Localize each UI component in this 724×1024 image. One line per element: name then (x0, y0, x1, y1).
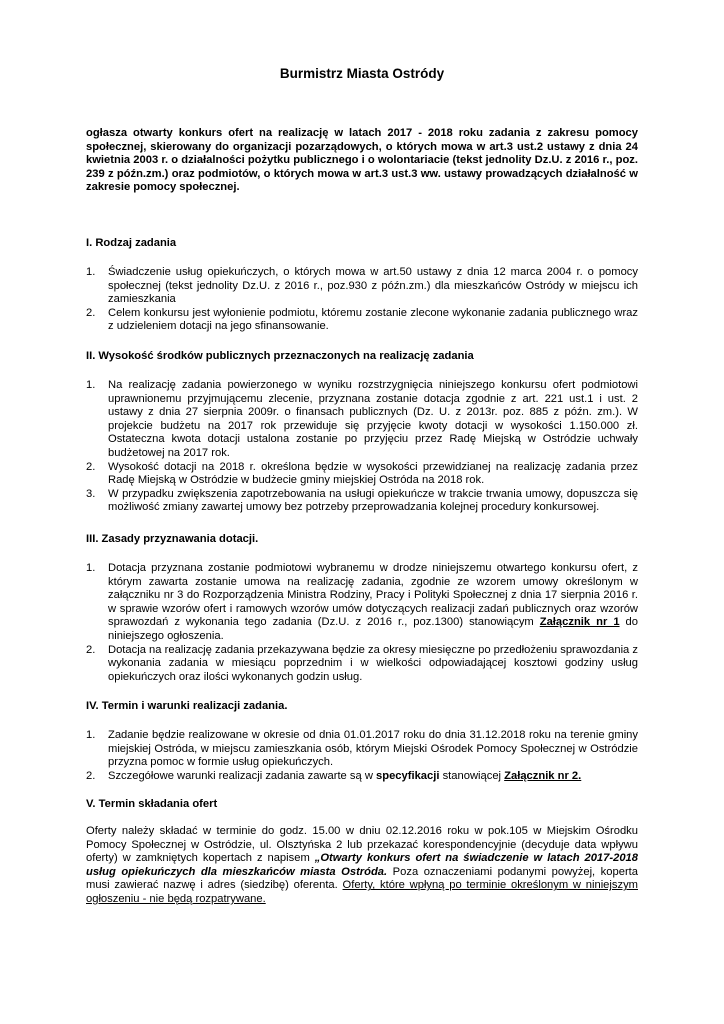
section-1-item (86, 266, 638, 307)
section-1-list (86, 266, 638, 334)
specification-term: specyfikacji (376, 769, 440, 782)
section-1-heading: I. Rodzaj zadania (86, 237, 177, 249)
item-text: Dotacja przyznana zostanie podmiotowi wybranemu w drodze niniejszemu otwartego konkursu ofert, z którym zawarta zostanie umowa na realizację zadania, zgodnie ze wzorem umowy określonym w załączniku nr 3 do Rozporządzenia Ministra Rodziny, Pracy i Polityki Społecznej z dnia 17 sierpnia 2016 r. w sprawie wzorów ofert i ramowych wzorów umów dotyczących realizacji zadań publicznych oraz wzorów sprawozdań z wykonania tego zadania (Dz.U. z 2016 r., poz.1300) stanowiącym (108, 562, 638, 629)
section-3-item (86, 644, 638, 685)
section-2-item (86, 488, 638, 515)
item-text: Wysokość dotacji na 2018 r. określona będzie w wysokości przewidzianej na realizację zadania przez Radę Miejską w Ostródzie w budżecie gminy miejskiej Ostróda na 2018 rok. (108, 460, 638, 487)
item-text: W przypadku zwiększenia zapotrzebowania na usługi opiekuńcze w trakcie trwania umowy, dopuszcza się możliwość zmiany zawartej umowy bez potrzeby przeprowadzania kolejnej procedury konkursowej. (108, 487, 638, 514)
item-number: 1. (86, 562, 96, 574)
item-text: Celem konkursu jest wyłonienie podmiotu, któremu zostanie zlecone wykonanie zadania publicznego wraz z udzieleniem dotacji na jego sfinansowanie. (108, 306, 638, 333)
section-3-list (86, 562, 638, 684)
item-number: 2. (86, 643, 96, 656)
section-4-item (86, 770, 638, 784)
item-number: 1. (86, 729, 96, 741)
item-number: 1. (86, 266, 96, 278)
section-3-item (86, 562, 638, 644)
section-4-item (86, 729, 638, 770)
item-number: 2. (86, 769, 96, 782)
section-2-heading: II. Wysokość środków publicznych przeznaczonych na realizację zadania (86, 350, 474, 362)
attachment-2-reference: Załącznik nr 2. (504, 769, 582, 782)
envelope-label: „Otwarty konkurs ofert na świadczenie w latach 2017-2018 usług opiekuńczych dla mieszkańców miasta Ostróda. (86, 852, 638, 878)
para-text: Oferty należy składać w terminie do godz. 15.00 w dniu 02.12.2016 roku w pok.105 w Miejskim Ośrodku Pomocy Społecznej w Ostródzie, ul. Olsztyńska 2 lub przekazać korespondencyjnie (decyduje data wpływu oferty) w zamkniętych kopertach z napisem (86, 825, 638, 865)
item-text: Dotacja na realizację zadania przekazywana będzie za okresy miesięczne po przedłożeniu sprawozdania z wykonania zadania w miesiącu poprzednim i w wielkości odpowiadającej kosztowi godziny usług opiekuńczych oraz ilości wykonanych godzin usług. (108, 643, 638, 683)
document-title: Burmistrz Miasta Ostródy (279, 66, 445, 81)
item-text-mid: stanowiącej (439, 769, 505, 782)
item-text: Zadanie będzie realizowane w okresie od dnia 01.01.2017 roku do dnia 31.12.2018 roku na terenie gminy miejskiej Ostróda, w miejscu zamieszkania osób, którym Miejski Ośrodek Pomocy Społecznej w Ostródzie przyzna pomoc w formie usług opiekuńczych. (108, 729, 638, 769)
section-5-paragraph (86, 825, 638, 907)
section-4-list (86, 729, 638, 783)
section-2-item (86, 461, 638, 488)
item-number: 2. (86, 460, 96, 473)
item-text: Na realizację zadania powierzonego w wyniku rozstrzygnięcia niniejszego konkursu ofert podmiotowi uprawnionemu przyjmującemu zlecenie, przyznana zostanie dotacja zgodnie z art. 221 ust.1 i ust. 2 ustawy z dnia 27 sierpnia 2009r. o finansach publicznych (Dz. U. z 2013r. poz. 885 z późn. zm.). W projekcie budżetu na 2017 rok przewiduje się przyjęcie kwoty dotacji w wysokości 1.150.000 zł. Ostateczna kwota dotacji ustalona zostanie po przyjęciu przez Radę Miejską w Ostródzie uchwały budżetowej na 2017 rok. (108, 379, 638, 459)
attachment-1-reference: Załącznik nr 1 (539, 616, 620, 629)
section-2-list (86, 379, 638, 515)
intro-paragraph: ogłasza otwarty konkurs ofert na realizację w latach 2017 - 2018 roku zadania z zakresu pomocy społecznej, skierowany do organizacji pozarządowych, o których mowa w art.3 ust.2 ustawy z dnia 24 kwietnia 2003 r. o działalności pożytku publicznego i o wolontariacie (tekst jednolity Dz.U. z 2016 r., poz. 239 z późn.zm.) oraz podmiotów, o których mowa w art.3 ust.3 ww. ustawy prowadzących działalność w zakresie pomocy społecznej. (86, 127, 638, 194)
section-2-item (86, 379, 638, 461)
item-number: 3. (86, 487, 96, 500)
item-text: Szczegółowe warunki realizacji zadania zawarte są w (108, 769, 377, 782)
para-text-mid: Poza oznaczeniami podanymi powyżej, koperta musi zawierać nazwę i adres (siedzibę) oferenta. (86, 865, 638, 892)
item-number: 2. (86, 306, 96, 319)
section-5-heading: V. Termin składania ofert (86, 798, 218, 810)
section-4-heading: IV. Termin i warunki realizacji zadania. (86, 700, 288, 712)
item-text-end: do niniejszego ogłoszenia. (108, 616, 638, 642)
section-1-item (86, 307, 638, 334)
late-offers-notice: Oferty, które wpłyną po terminie określonym w niniejszym ogłoszeniu - nie będą rozpatrywane. (86, 879, 638, 905)
section-3-heading: III. Zasady przyznawania dotacji. (86, 533, 259, 545)
item-number: 1. (86, 379, 96, 391)
item-text: Świadczenie usług opiekuńczych, o których mowa w art.50 ustawy z dnia 12 marca 2004 r. o pomocy społecznej (tekst jednolity Dz.U. z 2016 r., poz.930 z późn.zm.) dla mieszkańców Ostródy w miejscu ich zamieszkania (108, 266, 638, 306)
